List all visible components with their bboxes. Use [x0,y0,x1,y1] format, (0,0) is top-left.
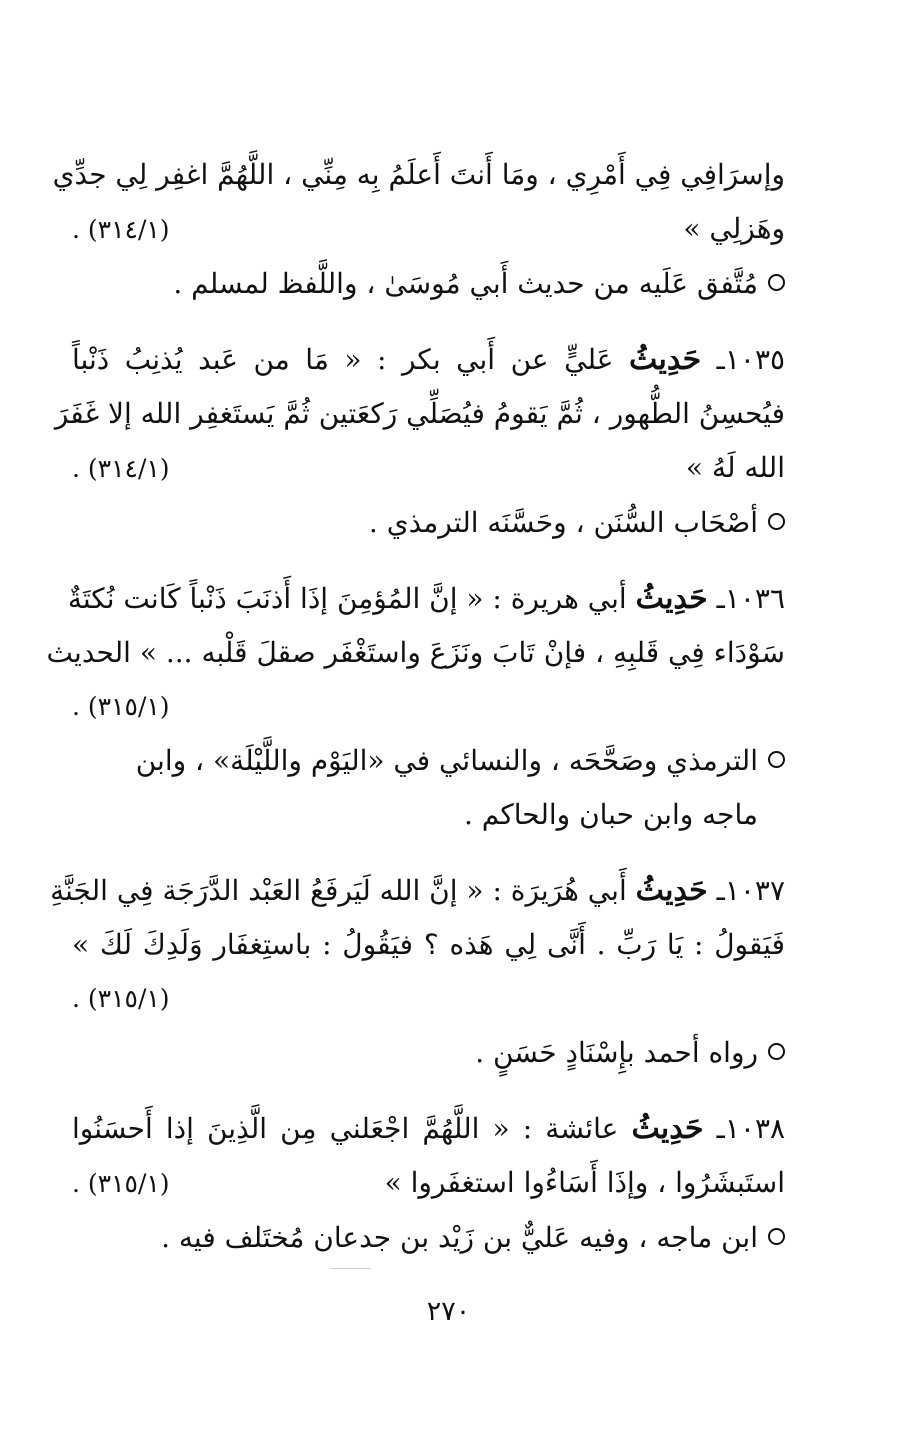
reference: (٣١٥/١) . [72,692,170,721]
hadith-first-line [67,572,785,626]
source-note [72,1026,785,1080]
text-line: أَبي هُرَيرَة : « إنَّ الله لَيَرفَعُ العَبْد الدَّرَجَة فِي الجَنَّةِ [50,874,627,907]
reference-row [72,680,785,734]
reference: (٣١٤/١) . [72,454,170,483]
hadith-keyword: حَدِيثُ [629,342,702,377]
source-note [72,1211,785,1265]
source-text: مُتَّفق عَلَيه من حديث أَبي مُوسَىٰ ، واللَّفظ لمسلم . [173,267,758,300]
text-line: سَوْدَاء فِي قَلبِهِ ، فإنْ تَابَ ونَزَعَ واستَغْفَر صقلَ قَلْبه ... » الحديث [46,636,785,669]
hadith-keyword: حَدِيثُ [631,1111,704,1146]
hadith-number: ١٠٣٦ـ [716,582,785,615]
circle-bullet-icon [768,751,785,768]
source-note [72,734,785,842]
hadith-first-line [72,1102,785,1156]
text-line: عائشة : « اللَّهُمَّ اجْعَلني مِن الَّذِينَ إذا أَحسَنُوا [72,1112,619,1145]
circle-bullet-icon [768,274,785,291]
source-note [72,257,785,311]
hadith-1036 [46,572,785,842]
reference-row [72,972,785,1026]
source-text: أصْحَاب السُّنَن ، وحَسَّنَه الترمذي . [368,506,758,539]
hadith-1037 [50,864,785,1080]
circle-bullet-icon [768,1043,785,1060]
hadith-first-line [72,333,785,387]
text-line-with-ref [72,202,785,257]
source-text: ابن ماجه ، وفيه عَليٌّ بن زَيْد بن جدعان مُختَلف فيه . [161,1221,758,1254]
hadith-keyword: حَدِيثُ [635,873,708,908]
hadith-number: ١٠٣٨ـ [716,1112,786,1145]
text-line: عَليٍّ عن أَبي بكر : « مَا من عَبد يُذنِبُ ذَنْباً [72,343,614,376]
text-line: استَبشَرُوا ، وإذَا أَسَاءُوا استغفَروا » [384,1166,785,1199]
divider [330,1268,370,1269]
hadith-first-line [50,864,785,918]
circle-bullet-icon [768,513,785,530]
source-text: الترمذي وصَحَّحَه ، والنسائي في «اليَوْم واللَّيْلَة» ، وابن ماجه وابن حبان والحاكم . [135,744,758,831]
page-number: ٢٧٠ [426,1296,471,1327]
circle-bullet-icon [768,1228,785,1245]
text-line: فيُحسِنُ الطُّهور ، ثُمَّ يَقومُ فيُصَلِّي رَكعَتين ثُمَّ يَستَغفِر الله إلا غَفَرَ [54,397,785,430]
hadith-number: ١٠٣٧ـ [716,874,785,907]
text-line-with-ref [72,1156,785,1211]
hadith-1038 [72,1102,785,1265]
text-line: وهَزلِي » [683,212,785,245]
hadith-1035 [54,333,786,550]
source-note [72,496,785,550]
reference: (٣١٥/١) . [72,1169,170,1198]
hadith-keyword: حَدِيثُ [635,581,708,616]
text-line-with-ref [72,441,785,496]
hadith-number: ١٠٣٥ـ [716,343,786,376]
text-line: فَيَقولُ : يَا رَبِّ . أَنَّى لِي هَذه ؟ فيَقُولُ : باستِغفَار وَلَدِكَ لَكَ » [72,928,785,961]
text-line: أبي هريرة : « إنَّ المُؤمِنَ إذَا أَذنَبَ ذَنْباً كَانت نُكتَةٌ [67,582,627,615]
text-line: الله لَهُ » [685,451,785,484]
continuation-block [52,148,785,311]
reference: (٣١٤/١) . [72,215,170,244]
text-line: وإسرَافِي فِي أَمْرِي ، ومَا أَنتَ أَعلَمُ بِه مِنِّي ، اللَّهُمَّ اغفِر لِي جدِّي [52,158,785,191]
reference: (٣١٥/١) . [72,984,170,1013]
source-text: رواه أحمد بإِسْنَادٍ حَسَنٍ . [475,1036,758,1069]
